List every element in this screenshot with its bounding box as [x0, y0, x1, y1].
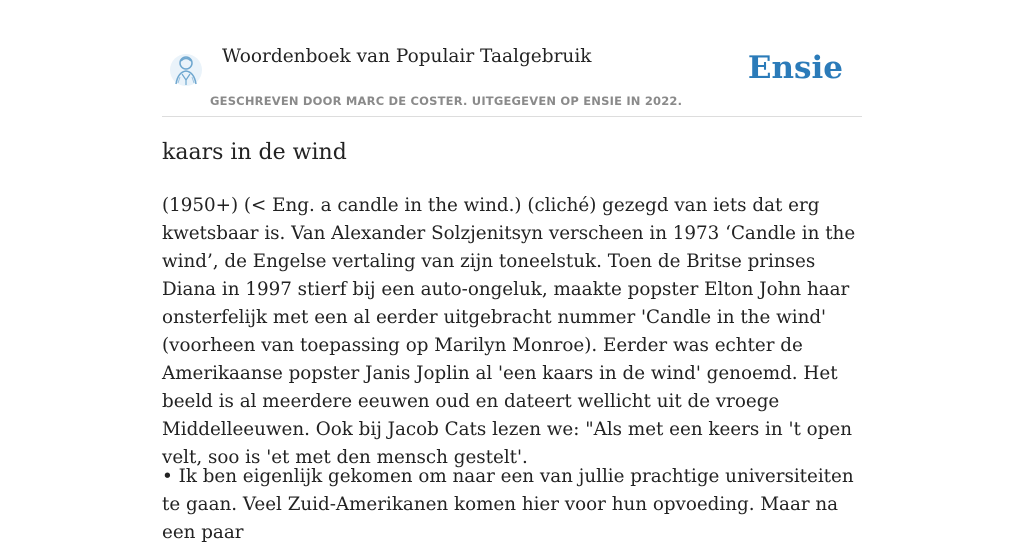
page [162, 0, 862, 543]
entry-term: kaars in de wind [162, 140, 347, 165]
entry-definition: (1950+) (< Eng. a candle in the wind.) (cliché) gezegd van iets dat erg kwetsbaar is. Van Alexander Solzjenitsyn verscheen in 1973 ‘Candle in the wind’, de Engelse vertaling van zijn toneelstuk. Toen de Britse prinses Diana in 1997 stierf bij een auto-ongeluk, maakte popster Elton John haar onsterfelijk met een al eerder uitgebracht nummer 'Candle in the wind' (voorheen van toepassing op Marilyn Monroe). Eerder was echter de Amerikaanse popster Janis Joplin al 'een kaars in de wind' genoemd. Het beeld is al meerdere eeuwen oud en dateert wellicht uit de vroege Middelleeuwen. Ook bij Jacob Cats lezen we: "Als met een keers in 't open velt, soo is 'et met den mensch gestelt'. [162, 195, 856, 468]
portrait-icon [168, 50, 204, 90]
book-title[interactable]: Woordenboek van Populair Taalgebruik [222, 46, 592, 67]
brand-logo[interactable]: Ensie [747, 50, 843, 86]
header [162, 0, 862, 117]
byline: GESCHREVEN DOOR MARC DE COSTER. UITGEGEVEN OP ENSIE IN 2022. [210, 94, 683, 108]
entry-example: • Ik ben eigenlijk gekomen om naar een van jullie prachtige universiteiten te gaan. Veel Zuid-Amerikanen komen hier voor hun opvoeding. Maar na een paar [162, 466, 854, 543]
